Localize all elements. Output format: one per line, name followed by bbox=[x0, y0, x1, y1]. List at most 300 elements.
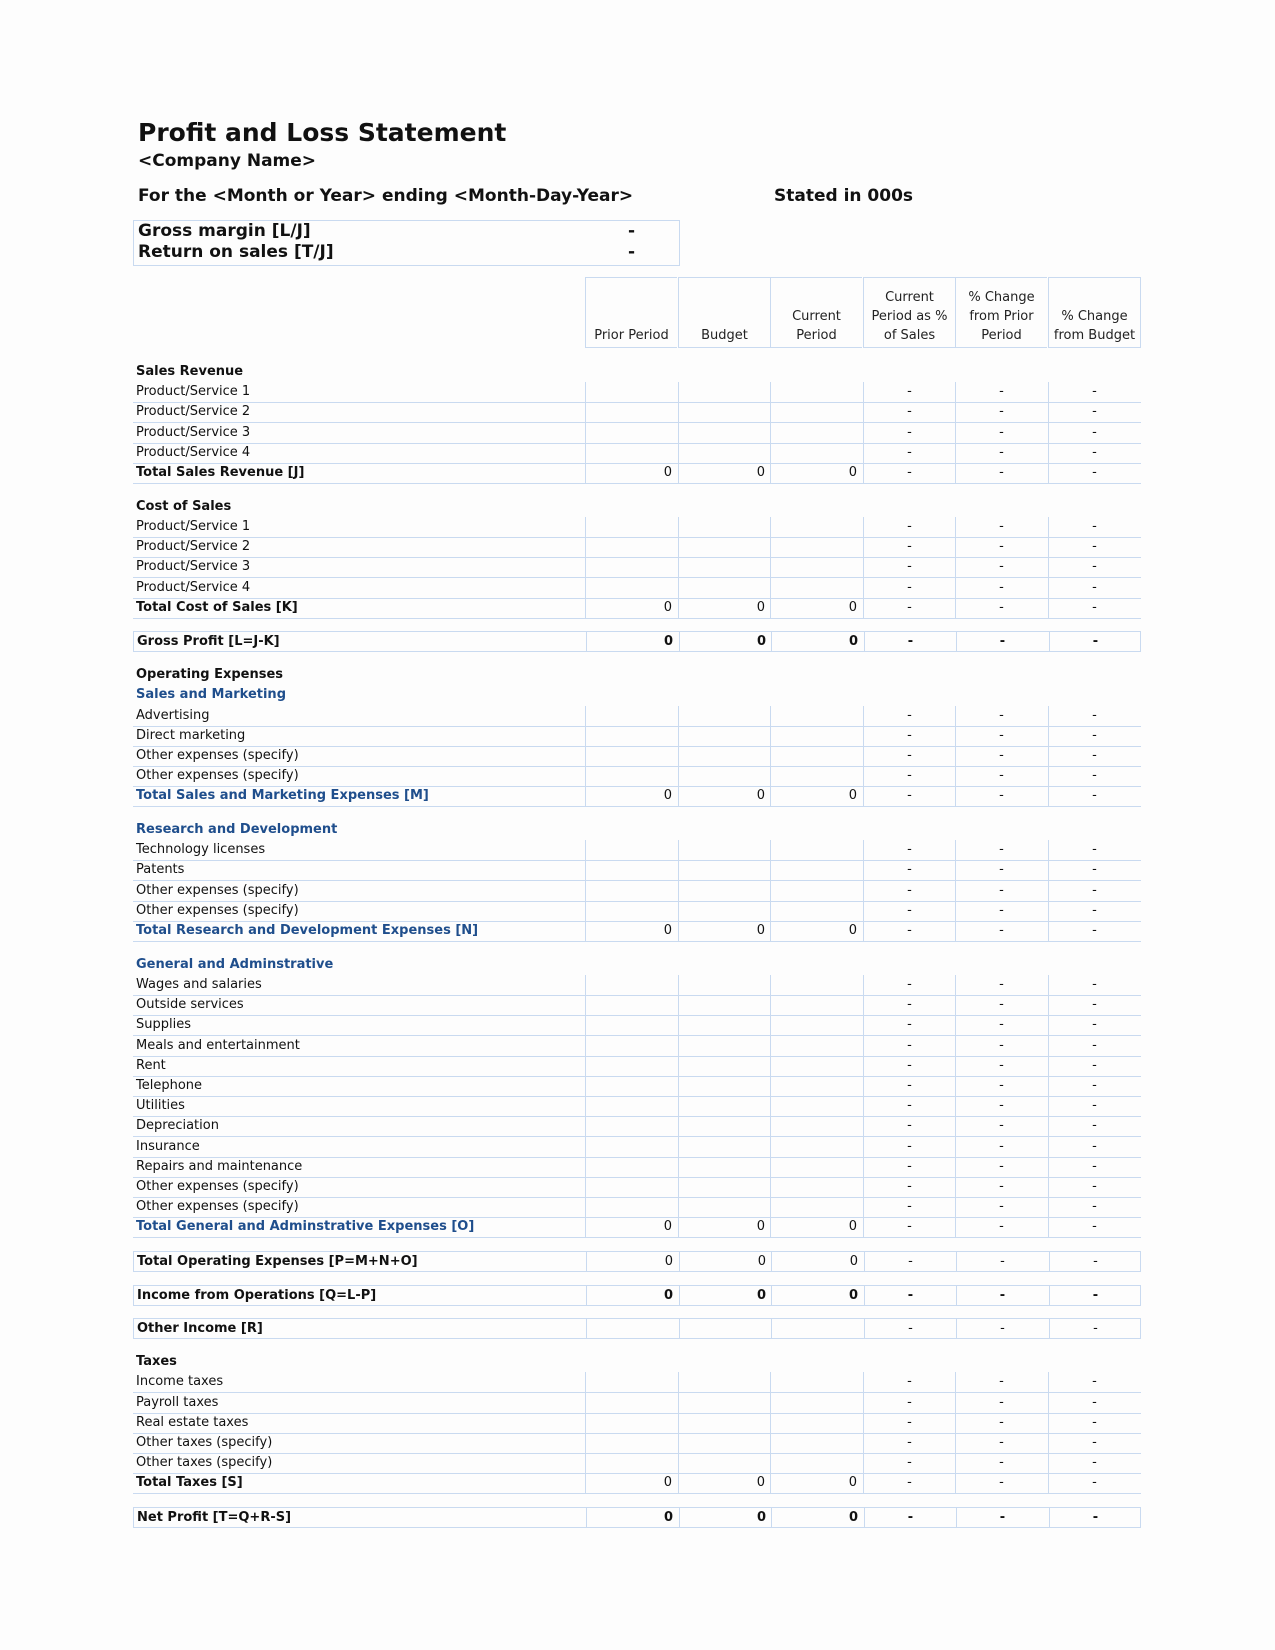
percent-cell[interactable] bbox=[1049, 632, 1141, 651]
percent-cell[interactable] bbox=[1048, 1015, 1140, 1035]
amount-cell[interactable] bbox=[585, 1157, 677, 1177]
amount-cell[interactable] bbox=[678, 860, 770, 880]
amount-cell[interactable] bbox=[678, 443, 770, 463]
amount-cell[interactable] bbox=[678, 1197, 770, 1217]
amount-cell[interactable] bbox=[770, 578, 862, 598]
percent-cell[interactable] bbox=[955, 1433, 1047, 1453]
percent-cell[interactable] bbox=[955, 840, 1047, 860]
cell-value: 0 bbox=[848, 1287, 858, 1303]
amount-cell[interactable] bbox=[678, 1177, 770, 1197]
percent-cell[interactable] bbox=[1048, 1197, 1140, 1217]
percent-cell[interactable] bbox=[863, 578, 955, 598]
amount-cell[interactable] bbox=[678, 975, 770, 995]
amount-cell[interactable] bbox=[770, 921, 862, 941]
amount-cell[interactable] bbox=[586, 1319, 678, 1338]
percent-cell[interactable] bbox=[1048, 726, 1140, 746]
cell-value: - bbox=[999, 842, 1004, 858]
amount-cell[interactable] bbox=[585, 706, 677, 726]
amount-cell[interactable] bbox=[770, 840, 862, 860]
percent-cell[interactable] bbox=[1048, 975, 1140, 995]
cell-value: - bbox=[907, 1510, 914, 1525]
percent-cell[interactable] bbox=[1048, 1473, 1140, 1493]
percent-cell[interactable] bbox=[863, 726, 955, 746]
amount-cell[interactable] bbox=[678, 1137, 770, 1157]
amount-cell[interactable] bbox=[585, 1036, 677, 1056]
amount-cell[interactable] bbox=[678, 995, 770, 1015]
amount-cell[interactable] bbox=[678, 382, 770, 402]
amount-cell[interactable] bbox=[585, 443, 677, 463]
cell-value: - bbox=[1092, 579, 1097, 595]
percent-cell[interactable] bbox=[955, 1393, 1047, 1413]
amount-cell[interactable] bbox=[770, 443, 862, 463]
cell-value: - bbox=[907, 634, 914, 650]
amount-cell[interactable] bbox=[770, 1137, 862, 1157]
percent-cell[interactable] bbox=[863, 746, 955, 766]
amount-cell[interactable] bbox=[678, 463, 770, 483]
percent-cell[interactable] bbox=[955, 1453, 1047, 1473]
amount-cell[interactable] bbox=[585, 921, 677, 941]
percent-cell[interactable] bbox=[863, 1036, 955, 1056]
amount-cell[interactable] bbox=[770, 537, 862, 557]
amount-cell[interactable] bbox=[585, 901, 677, 921]
cell-value: - bbox=[907, 882, 912, 898]
percent-cell[interactable] bbox=[1048, 706, 1140, 726]
cell-value: - bbox=[907, 976, 912, 992]
percent-cell[interactable] bbox=[1048, 766, 1140, 786]
amount-cell[interactable] bbox=[770, 1372, 862, 1392]
percent-cell[interactable] bbox=[1048, 1137, 1140, 1157]
amount-cell[interactable] bbox=[679, 1252, 771, 1271]
percent-cell[interactable] bbox=[1049, 1319, 1141, 1338]
percent-cell[interactable] bbox=[863, 1197, 955, 1217]
amount-cell[interactable] bbox=[770, 423, 862, 443]
percent-cell[interactable] bbox=[956, 1508, 1048, 1527]
percent-cell[interactable] bbox=[1048, 1076, 1140, 1096]
amount-cell[interactable] bbox=[770, 1177, 862, 1197]
amount-cell[interactable] bbox=[679, 1286, 771, 1305]
amount-cell[interactable] bbox=[585, 1015, 677, 1035]
amount-cell[interactable] bbox=[678, 517, 770, 537]
amount-cell[interactable] bbox=[586, 632, 678, 651]
amount-cell[interactable] bbox=[770, 1056, 862, 1076]
amount-cell[interactable] bbox=[678, 766, 770, 786]
amount-cell[interactable] bbox=[585, 860, 677, 880]
amount-cell[interactable] bbox=[678, 1036, 770, 1056]
percent-cell[interactable] bbox=[863, 423, 955, 443]
column-header bbox=[1048, 277, 1141, 348]
percent-cell[interactable] bbox=[956, 1252, 1048, 1271]
amount-cell[interactable] bbox=[770, 1217, 862, 1237]
percent-cell[interactable] bbox=[863, 901, 955, 921]
percent-cell[interactable] bbox=[1048, 1036, 1140, 1056]
amount-cell[interactable] bbox=[771, 1286, 863, 1305]
amount-cell[interactable] bbox=[678, 1015, 770, 1035]
percent-cell[interactable] bbox=[1048, 746, 1140, 766]
amount-cell[interactable] bbox=[678, 901, 770, 921]
amount-cell[interactable] bbox=[770, 517, 862, 537]
percent-cell[interactable] bbox=[1049, 1286, 1141, 1305]
amount-cell[interactable] bbox=[678, 786, 770, 806]
cell-value: - bbox=[907, 559, 912, 575]
percent-cell[interactable] bbox=[1048, 995, 1140, 1015]
row-label: Total Sales and Marketing Expenses [M] bbox=[136, 788, 429, 804]
percent-cell[interactable] bbox=[955, 1217, 1047, 1237]
amount-cell[interactable] bbox=[585, 975, 677, 995]
amount-cell[interactable] bbox=[770, 1393, 862, 1413]
percent-cell[interactable] bbox=[863, 1157, 955, 1177]
percent-cell[interactable] bbox=[1048, 1096, 1140, 1116]
amount-cell[interactable] bbox=[585, 1453, 677, 1473]
cell-value: - bbox=[1092, 539, 1097, 555]
cell-value: - bbox=[999, 539, 1004, 555]
amount-cell[interactable] bbox=[770, 1197, 862, 1217]
percent-cell[interactable] bbox=[955, 746, 1047, 766]
percent-cell[interactable] bbox=[1048, 537, 1140, 557]
percent-cell[interactable] bbox=[956, 632, 1048, 651]
percent-cell[interactable] bbox=[955, 1015, 1047, 1035]
percent-cell[interactable] bbox=[863, 1137, 955, 1157]
amount-cell[interactable] bbox=[678, 706, 770, 726]
cell-value: - bbox=[999, 1199, 1004, 1215]
amount-cell[interactable] bbox=[770, 766, 862, 786]
column-header-line: of Sales bbox=[883, 328, 936, 343]
amount-cell[interactable] bbox=[770, 860, 862, 880]
line-item-row bbox=[133, 1015, 1141, 1036]
amount-cell[interactable] bbox=[771, 1319, 863, 1338]
amount-cell[interactable] bbox=[770, 598, 862, 618]
amount-cell[interactable] bbox=[585, 557, 677, 577]
percent-cell[interactable] bbox=[1048, 901, 1140, 921]
percent-cell[interactable] bbox=[955, 726, 1047, 746]
percent-cell[interactable] bbox=[956, 1319, 1048, 1338]
amount-cell[interactable] bbox=[678, 921, 770, 941]
percent-cell[interactable] bbox=[863, 1015, 955, 1035]
percent-cell[interactable] bbox=[864, 1508, 956, 1527]
amount-cell[interactable] bbox=[585, 726, 677, 746]
percent-cell[interactable] bbox=[863, 975, 955, 995]
amount-cell[interactable] bbox=[586, 1286, 678, 1305]
percent-cell[interactable] bbox=[955, 1076, 1047, 1096]
percent-cell[interactable] bbox=[955, 1372, 1047, 1392]
amount-cell[interactable] bbox=[585, 1473, 677, 1493]
percent-cell[interactable] bbox=[955, 1177, 1047, 1197]
percent-cell[interactable] bbox=[955, 423, 1047, 443]
amount-cell[interactable] bbox=[678, 578, 770, 598]
amount-cell[interactable] bbox=[678, 1056, 770, 1076]
percent-cell[interactable] bbox=[864, 1286, 956, 1305]
percent-cell[interactable] bbox=[955, 1137, 1047, 1157]
percent-cell[interactable] bbox=[1048, 786, 1140, 806]
amount-cell[interactable] bbox=[585, 423, 677, 443]
percent-cell[interactable] bbox=[955, 402, 1047, 422]
amount-cell[interactable] bbox=[770, 1076, 862, 1096]
amount-cell[interactable] bbox=[678, 1413, 770, 1433]
cell-value: - bbox=[999, 599, 1004, 615]
percent-cell[interactable] bbox=[955, 786, 1047, 806]
row-label: Other Income [R] bbox=[137, 1321, 263, 1337]
amount-cell[interactable] bbox=[770, 881, 862, 901]
cell-value: - bbox=[907, 923, 912, 938]
percent-cell[interactable] bbox=[1048, 402, 1140, 422]
amount-cell[interactable] bbox=[679, 1508, 771, 1527]
percent-cell[interactable] bbox=[1048, 598, 1140, 618]
amount-cell[interactable] bbox=[770, 463, 862, 483]
column-header-line: Period as % bbox=[871, 309, 948, 324]
amount-cell[interactable] bbox=[770, 706, 862, 726]
percent-cell[interactable] bbox=[863, 995, 955, 1015]
percent-cell[interactable] bbox=[955, 463, 1047, 483]
percent-cell[interactable] bbox=[1048, 1393, 1140, 1413]
amount-cell[interactable] bbox=[585, 1177, 677, 1197]
percent-cell[interactable] bbox=[955, 1116, 1047, 1136]
section-heading bbox=[133, 362, 1141, 382]
percent-cell[interactable] bbox=[1048, 1116, 1140, 1136]
percent-cell[interactable] bbox=[955, 517, 1047, 537]
line-item-row bbox=[133, 1177, 1141, 1198]
percent-cell[interactable] bbox=[955, 557, 1047, 577]
line-item-row bbox=[133, 423, 1141, 444]
amount-cell[interactable] bbox=[770, 901, 862, 921]
amount-cell[interactable] bbox=[770, 975, 862, 995]
amount-cell[interactable] bbox=[585, 1116, 677, 1136]
percent-cell[interactable] bbox=[863, 382, 955, 402]
percent-cell[interactable] bbox=[1048, 921, 1140, 941]
amount-cell[interactable] bbox=[770, 995, 862, 1015]
percent-cell[interactable] bbox=[863, 1116, 955, 1136]
percent-cell[interactable] bbox=[956, 1286, 1048, 1305]
percent-cell[interactable] bbox=[955, 881, 1047, 901]
amount-cell[interactable] bbox=[585, 578, 677, 598]
amount-cell[interactable] bbox=[585, 1096, 677, 1116]
percent-cell[interactable] bbox=[1048, 1056, 1140, 1076]
percent-cell[interactable] bbox=[1048, 1217, 1140, 1237]
summary-value[interactable]: - bbox=[628, 242, 636, 262]
percent-cell[interactable] bbox=[1048, 1413, 1140, 1433]
amount-cell[interactable] bbox=[678, 881, 770, 901]
cell-value: 0 bbox=[664, 1254, 673, 1269]
percent-cell[interactable] bbox=[955, 1413, 1047, 1433]
percent-cell[interactable] bbox=[955, 1036, 1047, 1056]
percent-cell[interactable] bbox=[863, 860, 955, 880]
amount-cell[interactable] bbox=[585, 995, 677, 1015]
percent-cell[interactable] bbox=[955, 975, 1047, 995]
percent-cell[interactable] bbox=[863, 766, 955, 786]
amount-cell[interactable] bbox=[678, 1076, 770, 1096]
percent-cell[interactable] bbox=[955, 921, 1047, 941]
percent-cell[interactable] bbox=[1048, 860, 1140, 880]
amount-cell[interactable] bbox=[770, 1096, 862, 1116]
row-label: Operating Expenses bbox=[136, 667, 284, 683]
percent-cell[interactable] bbox=[1049, 1252, 1141, 1271]
amount-cell[interactable] bbox=[678, 1157, 770, 1177]
percent-cell[interactable] bbox=[864, 1252, 956, 1271]
percent-cell[interactable] bbox=[863, 1473, 955, 1493]
cell-value: - bbox=[907, 707, 912, 723]
row-label: Supplies bbox=[136, 1017, 191, 1033]
percent-cell[interactable] bbox=[863, 537, 955, 557]
amount-cell[interactable] bbox=[585, 1372, 677, 1392]
cell-value: - bbox=[907, 768, 912, 784]
percent-cell[interactable] bbox=[1048, 557, 1140, 577]
amount-cell[interactable] bbox=[678, 557, 770, 577]
amount-cell[interactable] bbox=[770, 402, 862, 422]
amount-cell[interactable] bbox=[771, 632, 863, 651]
amount-cell[interactable] bbox=[678, 1433, 770, 1453]
amount-cell[interactable] bbox=[771, 1252, 863, 1271]
percent-cell[interactable] bbox=[1048, 1177, 1140, 1197]
percent-cell[interactable] bbox=[863, 1056, 955, 1076]
amount-cell[interactable] bbox=[770, 1473, 862, 1493]
percent-cell[interactable] bbox=[863, 1433, 955, 1453]
amount-cell[interactable] bbox=[678, 1116, 770, 1136]
percent-cell[interactable] bbox=[1048, 517, 1140, 537]
amount-cell[interactable] bbox=[678, 1217, 770, 1237]
percent-cell[interactable] bbox=[955, 598, 1047, 618]
amount-cell[interactable] bbox=[586, 1508, 678, 1527]
amount-cell[interactable] bbox=[585, 840, 677, 860]
percent-cell[interactable] bbox=[1048, 1372, 1140, 1392]
percent-cell[interactable] bbox=[1048, 423, 1140, 443]
amount-cell[interactable] bbox=[678, 402, 770, 422]
percent-cell[interactable] bbox=[955, 1056, 1047, 1076]
amount-cell[interactable] bbox=[585, 517, 677, 537]
percent-cell[interactable] bbox=[863, 881, 955, 901]
amount-cell[interactable] bbox=[678, 1393, 770, 1413]
amount-cell[interactable] bbox=[770, 557, 862, 577]
amount-cell[interactable] bbox=[679, 1319, 771, 1338]
line-item-row bbox=[133, 1453, 1141, 1474]
percent-cell[interactable] bbox=[955, 1096, 1047, 1116]
column-header-label bbox=[956, 288, 1047, 345]
amount-cell[interactable] bbox=[586, 1252, 678, 1271]
amount-cell[interactable] bbox=[678, 746, 770, 766]
amount-cell[interactable] bbox=[770, 1157, 862, 1177]
percent-cell[interactable] bbox=[955, 1157, 1047, 1177]
amount-cell[interactable] bbox=[585, 402, 677, 422]
percent-cell[interactable] bbox=[1048, 840, 1140, 860]
amount-cell[interactable] bbox=[770, 1433, 862, 1453]
amount-cell[interactable] bbox=[678, 840, 770, 860]
amount-cell[interactable] bbox=[585, 746, 677, 766]
percent-cell[interactable] bbox=[1048, 1453, 1140, 1473]
percent-cell[interactable] bbox=[863, 921, 955, 941]
percent-cell[interactable] bbox=[863, 1413, 955, 1433]
percent-cell[interactable] bbox=[1048, 881, 1140, 901]
amount-cell[interactable] bbox=[678, 1096, 770, 1116]
percent-cell[interactable] bbox=[1049, 1508, 1141, 1527]
percent-cell[interactable] bbox=[863, 1076, 955, 1096]
percent-cell[interactable] bbox=[955, 766, 1047, 786]
amount-cell[interactable] bbox=[679, 632, 771, 651]
amount-cell[interactable] bbox=[585, 1076, 677, 1096]
percent-cell[interactable] bbox=[863, 463, 955, 483]
percent-cell[interactable] bbox=[864, 632, 956, 651]
amount-cell[interactable] bbox=[770, 786, 862, 806]
amount-cell[interactable] bbox=[770, 1116, 862, 1136]
amount-cell[interactable] bbox=[770, 746, 862, 766]
row-label: Total Sales Revenue [J] bbox=[136, 465, 305, 480]
percent-cell[interactable] bbox=[955, 706, 1047, 726]
line-item-row bbox=[133, 975, 1141, 996]
amount-cell[interactable] bbox=[678, 1453, 770, 1473]
amount-cell[interactable] bbox=[585, 463, 677, 483]
percent-cell[interactable] bbox=[955, 443, 1047, 463]
percent-cell[interactable] bbox=[863, 517, 955, 537]
amount-cell[interactable] bbox=[585, 881, 677, 901]
amount-cell[interactable] bbox=[770, 1453, 862, 1473]
percent-cell[interactable] bbox=[864, 1319, 956, 1338]
amount-cell[interactable] bbox=[585, 1393, 677, 1413]
amount-cell[interactable] bbox=[585, 598, 677, 618]
amount-cell[interactable] bbox=[678, 1372, 770, 1392]
row-label: Total Taxes [S] bbox=[136, 1475, 243, 1491]
percent-cell[interactable] bbox=[863, 706, 955, 726]
amount-cell[interactable] bbox=[678, 423, 770, 443]
percent-cell[interactable] bbox=[955, 1197, 1047, 1217]
amount-cell[interactable] bbox=[770, 1036, 862, 1056]
percent-cell[interactable] bbox=[955, 1473, 1047, 1493]
percent-cell[interactable] bbox=[863, 598, 955, 618]
amount-cell[interactable] bbox=[771, 1508, 863, 1527]
amount-cell[interactable] bbox=[585, 382, 677, 402]
amount-cell[interactable] bbox=[678, 1473, 770, 1493]
cell-value: - bbox=[999, 902, 1004, 918]
percent-cell[interactable] bbox=[863, 1096, 955, 1116]
percent-cell[interactable] bbox=[1048, 1157, 1140, 1177]
percent-cell[interactable] bbox=[863, 786, 955, 806]
amount-cell[interactable] bbox=[585, 1433, 677, 1453]
amount-cell[interactable] bbox=[770, 1413, 862, 1433]
summary-value[interactable]: - bbox=[628, 221, 636, 241]
percent-cell[interactable] bbox=[1048, 463, 1140, 483]
amount-cell[interactable] bbox=[678, 598, 770, 618]
amount-cell[interactable] bbox=[770, 726, 862, 746]
percent-cell[interactable] bbox=[863, 443, 955, 463]
amount-cell[interactable] bbox=[585, 786, 677, 806]
percent-cell[interactable] bbox=[863, 1372, 955, 1392]
percent-cell[interactable] bbox=[1048, 382, 1140, 402]
percent-cell[interactable] bbox=[955, 860, 1047, 880]
percent-cell[interactable] bbox=[863, 402, 955, 422]
percent-cell[interactable] bbox=[955, 537, 1047, 557]
percent-cell[interactable] bbox=[955, 382, 1047, 402]
percent-cell[interactable] bbox=[863, 1453, 955, 1473]
percent-cell[interactable] bbox=[863, 840, 955, 860]
amount-cell[interactable] bbox=[770, 1015, 862, 1035]
amount-cell[interactable] bbox=[585, 766, 677, 786]
percent-cell[interactable] bbox=[1048, 443, 1140, 463]
percent-cell[interactable] bbox=[1048, 1433, 1140, 1453]
percent-cell[interactable] bbox=[863, 1217, 955, 1237]
percent-cell[interactable] bbox=[863, 1177, 955, 1197]
percent-cell[interactable] bbox=[955, 995, 1047, 1015]
amount-cell[interactable] bbox=[770, 382, 862, 402]
amount-cell[interactable] bbox=[585, 1137, 677, 1157]
cell-value: 0 bbox=[848, 1219, 857, 1235]
percent-cell[interactable] bbox=[863, 1393, 955, 1413]
amount-cell[interactable] bbox=[585, 1197, 677, 1217]
percent-cell[interactable] bbox=[1048, 578, 1140, 598]
percent-cell[interactable] bbox=[863, 557, 955, 577]
amount-cell[interactable] bbox=[585, 1056, 677, 1076]
amount-cell[interactable] bbox=[678, 726, 770, 746]
percent-cell[interactable] bbox=[955, 901, 1047, 921]
amount-cell[interactable] bbox=[585, 1413, 677, 1433]
amount-cell[interactable] bbox=[678, 537, 770, 557]
amount-cell[interactable] bbox=[585, 1217, 677, 1237]
percent-cell[interactable] bbox=[955, 578, 1047, 598]
amount-cell[interactable] bbox=[585, 537, 677, 557]
